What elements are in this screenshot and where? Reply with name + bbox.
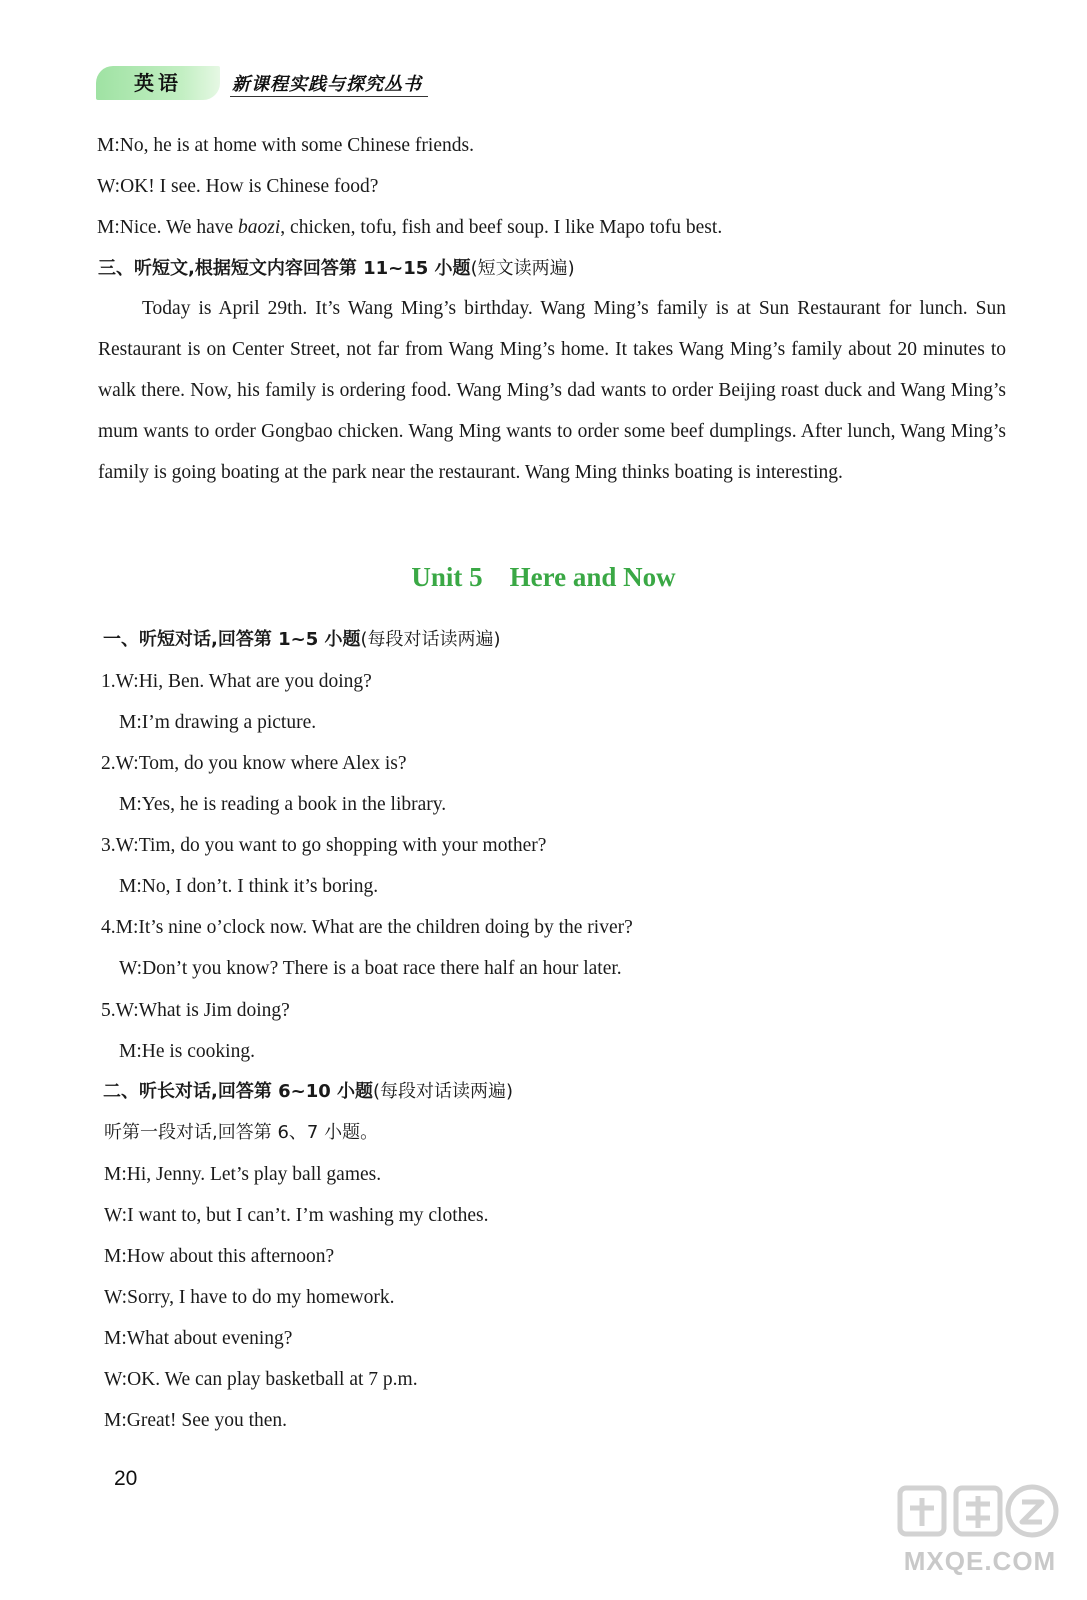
unit-title: Unit 5 Here and Now xyxy=(411,562,676,592)
page-number: 20 xyxy=(114,1467,138,1490)
dialogue-line: M:How about this afternoon? xyxy=(104,1246,335,1267)
subject-tab: 英语 xyxy=(96,66,220,100)
dialogue-line: W:Don’t you know? There is a boat race there half an hour later. xyxy=(119,958,622,979)
dialogue-line: M:No, he is at home with some Chinese friends. xyxy=(97,135,474,156)
watermark xyxy=(890,1478,1070,1588)
watermark-site-text: MXQE.COM xyxy=(903,1546,1057,1576)
dialogue-line: M:I’m drawing a picture. xyxy=(119,712,317,733)
watermark-logo-icon xyxy=(890,1478,1070,1548)
series-title: 新课程实践与探究丛书 xyxy=(232,74,422,95)
passage-paragraph: Today is April 29th. It’s Wang Ming’s birthday. Wang Ming’s family is at Sun Restaurant for lunch. Sun Restaurant is on Center Street, not far from Wang Ming’s home. It takes Wang Ming’s family about 20 minutes to walk there. Now, his family is ordering food. Wang Ming’s dad wants to order Beijing roast duck and Wang Ming’s mum wants to order Gongbao chicken. Wang Ming wants to order some beef dumplings. After lunch, Wang Ming’s family is going boating at the park near the restaurant. Wang Ming thinks boating is interesting. xyxy=(98,298,1006,483)
series-underline xyxy=(230,96,428,97)
dialogue-line: M:Yes, he is reading a book in the library. xyxy=(119,794,447,815)
dialogue-intro: 听第一段对话,回答第 6、7 小题。 xyxy=(104,1122,379,1143)
dialogue-line: 1.W:Hi, Ben. What are you doing? xyxy=(101,671,372,692)
dialogue-line: 5.W:What is Jim doing? xyxy=(101,1000,290,1021)
dialogue-line: W:OK. We can play basketball at 7 p.m. xyxy=(104,1369,418,1390)
dialogue-line: M:Nice. We have baozi, chicken, tofu, fish and beef soup. I like Mapo tofu best. xyxy=(97,217,723,238)
dialogue-line: 3.W:Tim, do you want to go shopping with your mother? xyxy=(101,835,547,856)
dialogue-line: W:OK! I see. How is Chinese food? xyxy=(97,176,379,197)
section-heading: 二、听长对话,回答第 6~10 小题(每段对话读两遍) xyxy=(103,1081,514,1102)
page-header xyxy=(96,66,456,100)
section-heading: 三、听短文,根据短文内容回答第 11~15 小题(短文读两遍) xyxy=(98,258,575,279)
dialogue-line: W:I want to, but I can’t. I’m washing my clothes. xyxy=(104,1205,489,1226)
section-heading: 一、听短对话,回答第 1~5 小题(每段对话读两遍) xyxy=(103,629,501,650)
dialogue-line: M:Hi, Jenny. Let’s play ball games. xyxy=(104,1164,382,1185)
dialogue-line: M:He is cooking. xyxy=(119,1041,255,1062)
dialogue-line: M:What about evening? xyxy=(104,1328,293,1349)
dialogue-line: M:No, I don’t. I think it’s boring. xyxy=(119,876,379,897)
dialogue-line: M:Great! See you then. xyxy=(104,1410,288,1431)
dialogue-line: 2.W:Tom, do you know where Alex is? xyxy=(101,753,407,774)
dialogue-line: 4.M:It’s nine o’clock now. What are the children doing by the river? xyxy=(101,917,633,938)
dialogue-line: W:Sorry, I have to do my homework. xyxy=(104,1287,395,1308)
